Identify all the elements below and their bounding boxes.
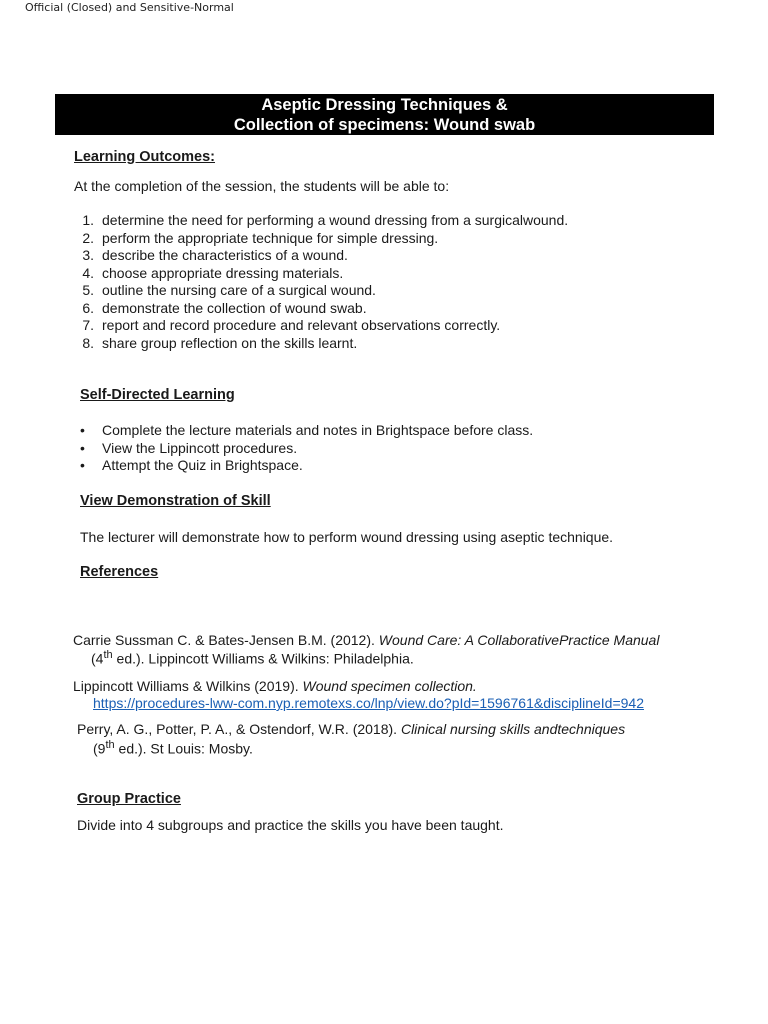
reference-3: Perry, A. G., Potter, P. A., & Ostendorf, W.R. (2018). Clinical nursing skills andtechniques	[77, 721, 626, 737]
references-heading: References	[80, 564, 159, 580]
reference-2-link[interactable]: https://procedures-lww-com.nyp.remotexs.co/lnp/view.do?pId=1596761&disciplineId=942	[93, 695, 644, 711]
document-title	[55, 94, 714, 135]
self-directed-heading: Self-Directed Learning	[80, 387, 235, 403]
title-line-2: Collection of specimens: Wound swab	[233, 116, 536, 134]
demonstration-text: The lecturer will demonstrate how to perform wound dressing using aseptic technique.	[80, 529, 614, 545]
reference-1-edition: (4th ed.). Lippincott Williams & Wilkins: Philadelphia.	[91, 649, 414, 667]
learning-outcomes-heading: Learning Outcomes:	[74, 149, 215, 165]
group-practice-heading: Group Practice	[77, 791, 181, 807]
reference-1: Carrie Sussman C. & Bates-Jensen B.M. (2012). Wound Care: A CollaborativePractice Manual	[73, 632, 660, 648]
reference-3-edition: (9th ed.). St Louis: Mosby.	[93, 739, 253, 757]
title-line-1: Aseptic Dressing Techniques &	[261, 96, 508, 114]
bullet-icon: •	[80, 457, 85, 473]
bullet-icon: •	[80, 439, 85, 456]
classification-label: Official (Closed) and Sensitive-Normal	[25, 1, 234, 14]
learning-outcomes-intro: At the completion of the session, the students will be able to:	[74, 178, 450, 194]
group-practice-text: Divide into 4 subgroups and practice the skills you have been taught.	[77, 817, 504, 833]
reference-2: Lippincott Williams & Wilkins (2019). Wound specimen collection.	[73, 678, 477, 694]
demonstration-heading: View Demonstration of Skill	[80, 493, 271, 509]
bullet-icon: •	[80, 422, 85, 438]
